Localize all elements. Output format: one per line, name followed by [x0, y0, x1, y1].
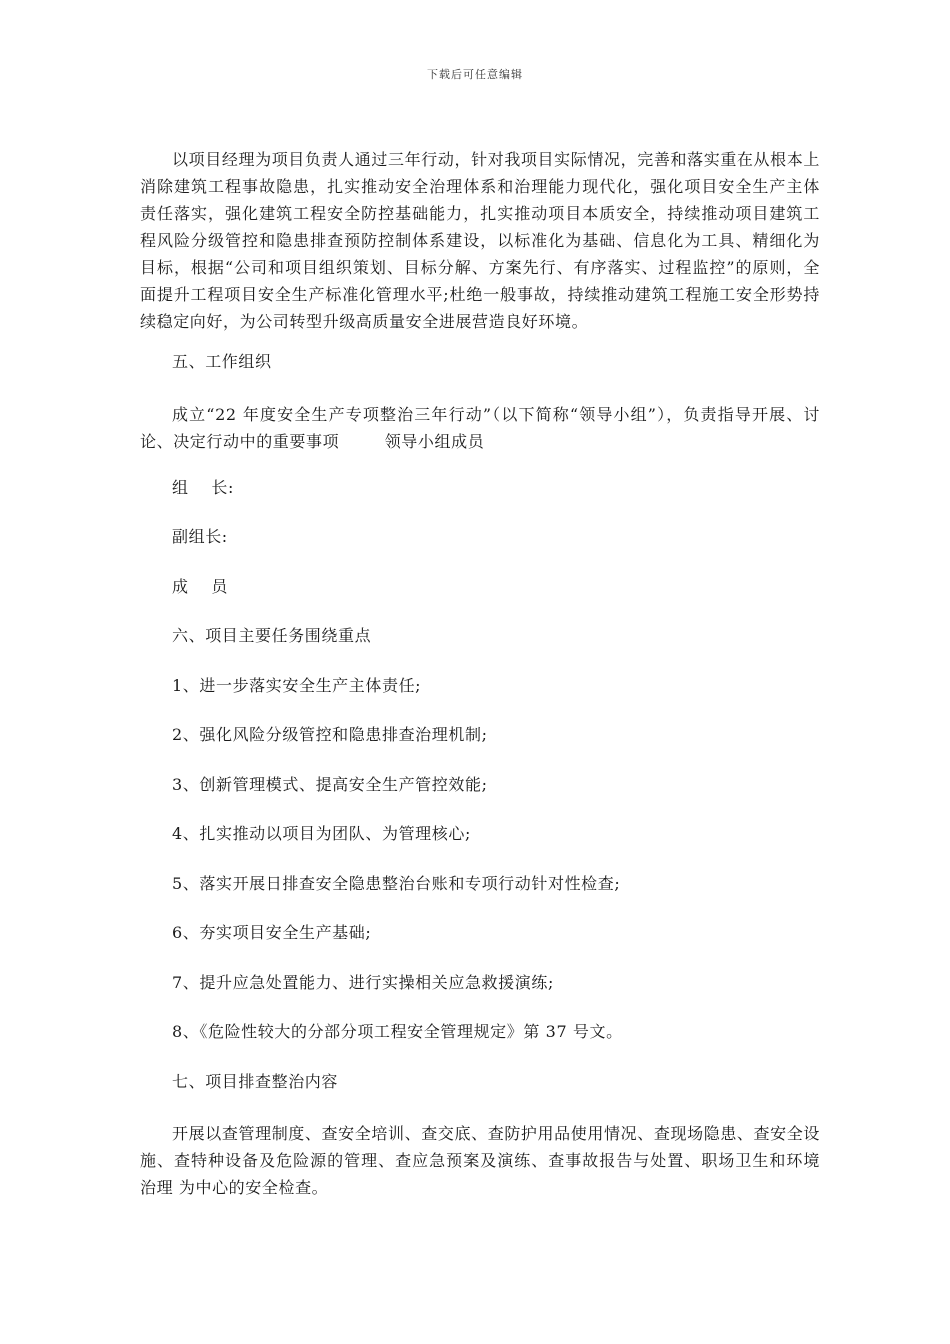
section7-paragraph-block	[140, 1120, 820, 1201]
section5-heading: 五、工作组织	[172, 352, 272, 371]
intro-paragraph: 以项目经理为项目负责人通过三年行动，针对我项目实际情况，完善和落实重在从根本上消除建筑工程事故隐患，扎实推动安全治理体系和治理能力现代化，强化项目安全生产主体责任落实，强化建筑工程安全防控基础能力，扎实推动项目本质安全，持续推动项目建筑工程风险分级管控和隐患排查预防控制体系建设，以标准化为基础、信息化为工具、精细化为目标，根据“公司和项目组织策划、目标分解、方案先行、有序落实、过程监控”的原则，全面提升工程项目安全生产标准化管理水平;杜绝一般事故，持续推动建筑工程施工安全形势持续稳定向好，为公司转型升级高质量安全进展营造良好环境。	[140, 150, 820, 331]
section5-paragraph: 成立“22 年度安全生产专项整治三年行动”（以下简称“领导小组”），负责指导开展、讨论、决定行动中的重要事项 领导小组成员	[140, 405, 820, 451]
section7-heading: 七、项目排查整治内容	[172, 1072, 339, 1091]
task-item-5: 5、落实开展日排查安全隐患整治台账和专项行动针对性检查;	[172, 874, 621, 893]
task-item-3: 3、创新管理模式、提高安全生产管控效能;	[172, 775, 488, 794]
task-item-8: 8、《危险性较大的分部分项工程安全管理规定》第 37 号文。	[172, 1022, 623, 1041]
deputy-leader-label: 副组长:	[172, 527, 228, 546]
task-item-7: 7、提升应急处置能力、进行实操相关应急救援演练;	[172, 973, 554, 992]
task-item-1: 1、进一步落实安全生产主体责任;	[172, 676, 422, 695]
intro-paragraph-block	[140, 146, 820, 335]
task-item-6: 6、夯实项目安全生产基础;	[172, 923, 372, 942]
section5-paragraph-block	[140, 401, 820, 455]
task-item-4: 4、扎实推动以项目为团队、为管理核心;	[172, 824, 471, 843]
download-note: 下载后可任意编辑	[427, 68, 523, 81]
members-label: 成 员	[172, 577, 228, 596]
section6-heading: 六、项目主要任务围绕重点	[172, 626, 372, 645]
task-item-2: 2、强化风险分级管控和隐患排查治理机制;	[172, 725, 488, 744]
group-leader-label: 组 长:	[172, 478, 234, 497]
section7-paragraph: 开展以查管理制度、查安全培训、查交底、查防护用品使用情况、查现场隐患、查安全设施、查特种设备及危险源的管理、查应急预案及演练、查事故报告与处置、职场卫生和环境治理 为中心的安全检查。	[140, 1124, 820, 1197]
